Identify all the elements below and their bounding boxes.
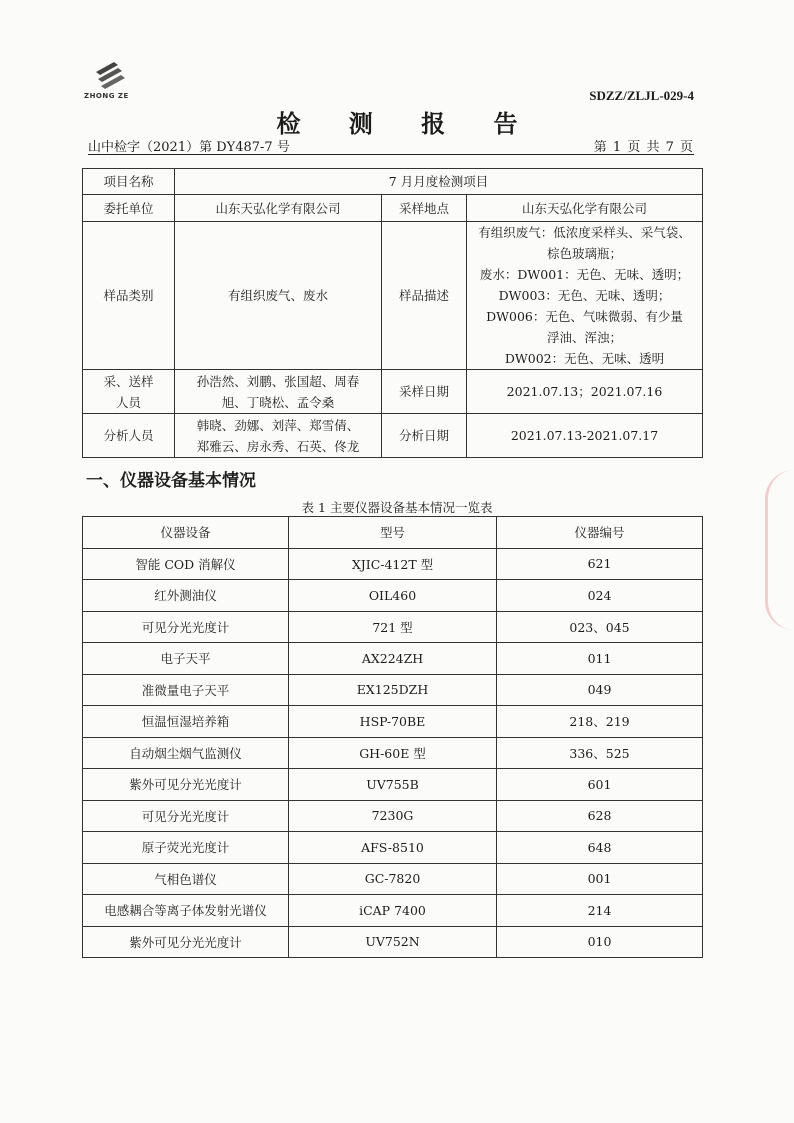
model-cell: EX125DZH <box>289 674 497 706</box>
model-cell: GH-60E 型 <box>289 737 497 769</box>
table-row <box>83 832 703 864</box>
instrument-number-cell: 010 <box>497 926 703 958</box>
equipment-name-cell: 可见分光光度计 <box>83 800 289 832</box>
table-row <box>83 737 703 769</box>
column-header: 仪器设备 <box>83 517 289 549</box>
equipment-name-cell: 准微量电子天平 <box>83 674 289 706</box>
sample-desc-line: 有组织废气：低浓度采样头、采气袋、 <box>478 225 691 240</box>
report-number: 山中检字（2021）第 DY487-7 号 <box>88 140 290 155</box>
model-cell: iCAP 7400 <box>289 895 497 927</box>
analysis-date-label: 分析日期 <box>382 414 467 458</box>
sample-desc-line: 废水：DW001：无色、无味、透明； <box>479 267 690 282</box>
document-code: SDZZ/ZLJL-029-4 <box>589 88 694 103</box>
zhongze-logo-icon <box>92 60 128 90</box>
table-row <box>83 580 703 612</box>
report-meta-row <box>88 136 694 155</box>
analyst-value <box>175 414 382 458</box>
client-label: 委托单位 <box>83 195 175 222</box>
page-info: 第 1 页 共 7 页 <box>593 140 694 155</box>
instrument-number-cell: 011 <box>497 643 703 675</box>
sample-type-label: 样品类别 <box>83 222 175 370</box>
equipment-name-cell: 自动烟尘烟气监测仪 <box>83 737 289 769</box>
instrument-number-cell: 218、219 <box>497 706 703 738</box>
sampling-date-value: 2021.07.13；2021.07.16 <box>467 370 703 414</box>
model-cell: 721 型 <box>289 611 497 643</box>
analyst-label: 分析人员 <box>83 414 175 458</box>
model-cell: HSP-70BE <box>289 706 497 738</box>
sample-desc-line: DW002：无色、无味、透明 <box>504 351 665 366</box>
table-row <box>83 414 703 458</box>
sample-type-value: 有组织废气、废水 <box>175 222 382 370</box>
model-cell: UV755B <box>289 769 497 801</box>
model-cell: OIL460 <box>289 580 497 612</box>
instrument-number-cell: 601 <box>497 769 703 801</box>
sampler-line: 旭、丁晓松、孟令桑 <box>221 394 335 410</box>
table-caption: 表 1 主要仪器设备基本情况一览表 <box>301 500 493 515</box>
table-row <box>83 222 703 370</box>
equipment-name-cell: 紫外可见分光光度计 <box>83 926 289 958</box>
sampling-date-label: 采样日期 <box>382 370 467 414</box>
sampler-value <box>175 370 382 414</box>
sampling-site-label: 采样地点 <box>382 195 467 222</box>
sample-desc-line: DW006：无色、气味微弱、有少量 <box>486 309 683 324</box>
model-cell: 7230G <box>289 800 497 832</box>
model-cell: GC-7820 <box>289 863 497 895</box>
table-row <box>83 926 703 958</box>
project-info-table <box>82 168 703 458</box>
section-heading: 一、仪器设备基本情况 <box>86 471 256 491</box>
sampler-label-line: 采、送样 <box>103 373 154 389</box>
equipment-name-cell: 紫外可见分光光度计 <box>83 769 289 801</box>
table-row <box>83 195 703 222</box>
model-cell: AX224ZH <box>289 643 497 675</box>
equipment-name-cell: 红外测油仪 <box>83 580 289 612</box>
model-cell: AFS-8510 <box>289 832 497 864</box>
table-row <box>83 548 703 580</box>
instrument-number-cell: 214 <box>497 895 703 927</box>
table-row <box>83 863 703 895</box>
column-header: 型号 <box>289 517 497 549</box>
sampler-label-line: 人员 <box>115 394 141 410</box>
equipment-name-cell: 气相色谱仪 <box>83 863 289 895</box>
analyst-line: 郑雅云、房永秀、石英、佟龙 <box>196 438 360 454</box>
equipment-name-cell: 电子天平 <box>83 643 289 675</box>
sample-desc-line: DW003：无色、无味、透明； <box>498 288 671 303</box>
project-name-label: 项目名称 <box>83 169 175 195</box>
sample-desc-line: 浮油、浑浊； <box>546 330 622 345</box>
table-row <box>83 895 703 927</box>
sample-desc-label: 样品描述 <box>382 222 467 370</box>
table-header-row <box>83 517 703 549</box>
sample-desc-line: 棕色玻璃瓶； <box>546 246 622 261</box>
seal-stamp-fragment <box>765 470 794 630</box>
sample-desc-value <box>467 222 703 370</box>
sampler-label <box>83 370 175 414</box>
table-row <box>83 706 703 738</box>
table-row <box>83 674 703 706</box>
equipment-name-cell: 恒温恒湿培养箱 <box>83 706 289 738</box>
sampling-site-value: 山东天弘化学有限公司 <box>467 195 703 222</box>
report-title: 检 测 报 告 <box>276 109 538 138</box>
instrument-number-cell: 621 <box>497 548 703 580</box>
table-row <box>83 370 703 414</box>
instrument-number-cell: 049 <box>497 674 703 706</box>
equipment-name-cell: 电感耦合等离子体发射光谱仪 <box>83 895 289 927</box>
table-row <box>83 643 703 675</box>
column-header: 仪器编号 <box>497 517 703 549</box>
company-logo <box>84 60 140 110</box>
table-row <box>83 169 703 195</box>
sampler-line: 孙浩然、刘鹏、张国超、周春 <box>196 373 360 389</box>
instrument-number-cell: 648 <box>497 832 703 864</box>
project-name-value: 7 月月度检测项目 <box>175 169 703 195</box>
equipment-name-cell: 智能 COD 消解仪 <box>83 548 289 580</box>
analyst-line: 韩晓、劲娜、刘萍、郑雪倩、 <box>196 417 360 433</box>
instrument-number-cell: 001 <box>497 863 703 895</box>
equipment-name-cell: 原子荧光光度计 <box>83 832 289 864</box>
equipment-name-cell: 可见分光光度计 <box>83 611 289 643</box>
model-cell: UV752N <box>289 926 497 958</box>
table-row <box>83 769 703 801</box>
instrument-number-cell: 628 <box>497 800 703 832</box>
instrument-number-cell: 024 <box>497 580 703 612</box>
analysis-date-value: 2021.07.13-2021.07.17 <box>467 414 703 458</box>
equipment-table-body <box>83 548 703 958</box>
equipment-table <box>82 516 703 958</box>
table-row <box>83 611 703 643</box>
logo-text: ZHONG ZE <box>84 92 129 100</box>
instrument-number-cell: 336、525 <box>497 737 703 769</box>
model-cell: XJIC-412T 型 <box>289 548 497 580</box>
client-value: 山东天弘化学有限公司 <box>175 195 382 222</box>
table-row <box>83 800 703 832</box>
instrument-number-cell: 023、045 <box>497 611 703 643</box>
